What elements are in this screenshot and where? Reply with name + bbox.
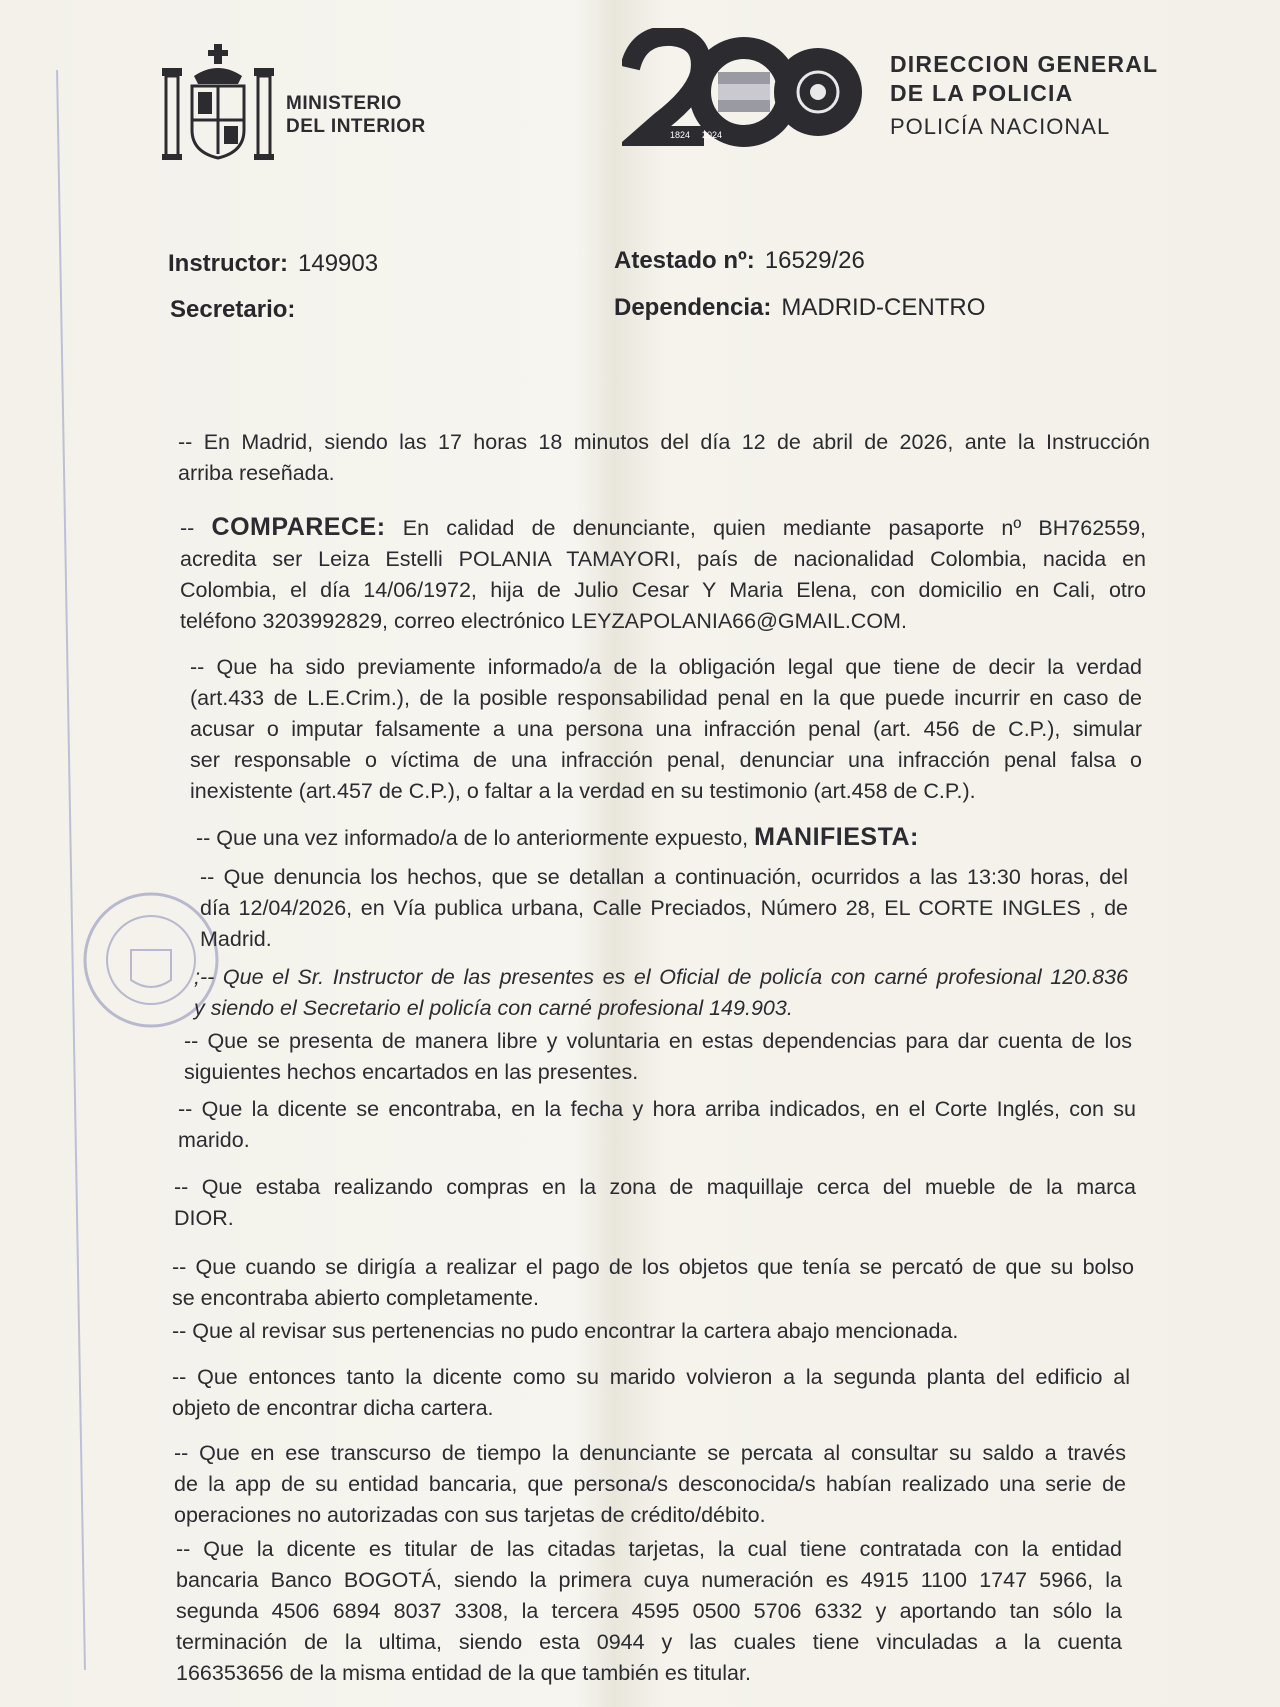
text-line: acredita ser Leiza Estelli POLANIA TAMAYORI, país de nacionalidad Colombia, nacida en [180, 547, 1146, 571]
paragraph-incident [200, 862, 1128, 955]
text-line: se encontraba abierto completamente. [172, 1286, 539, 1310]
text-line: inexistente (art.457 de C.P.), o faltar a la verdad en su testimonio (art.458 de C.P.). [190, 779, 976, 803]
text-line: -- Que se presenta de manera libre y voluntaria en estas dependencias para dar cuenta de los [184, 1029, 1132, 1053]
text-line: marido. [178, 1128, 250, 1152]
police-200-anniversary-logo [622, 28, 862, 154]
text-line: -- Que cuando se dirigía a realizar el pago de los objetos que tenía se percató de que su bolso [172, 1255, 1134, 1279]
text-line: ser responsable o víctima de una infracción penal, denunciar una infracción penal falsa o [190, 748, 1142, 772]
text-line: -- Que en ese transcurso de tiempo la denunciante se percata al consultar su saldo a través [174, 1441, 1126, 1465]
text-line: día 12/04/2026, en Vía publica urbana, Calle Preciados, Número 28, EL CORTE INGLES , de [200, 896, 1128, 920]
text-line: -- Que denuncia los hechos, que se detallan a continuación, ocurridos a las 13:30 horas, del [200, 865, 1128, 889]
text-line: siguientes hechos encartados en las presentes. [184, 1060, 639, 1084]
paragraph-opening [178, 427, 1150, 489]
text-line: (art.433 de L.E.Crim.), de la posible responsabilidad penal en la que puede incurrir en caso de [190, 686, 1142, 710]
org-line2: DE LA POLICIA [890, 80, 1074, 106]
paragraph-return [172, 1362, 1130, 1424]
text-line: ;-- Que el Sr. Instructor de las presentes es el Oficial de policía con carné profesional 120.836 [194, 965, 1128, 989]
ministry-line2: DEL INTERIOR [286, 116, 426, 137]
paragraph-cards [176, 1534, 1122, 1689]
text-line: -- Que entonces tanto la dicente como su marido volvieron a la segunda planta del edificio al [172, 1365, 1130, 1389]
text-line: segunda 4506 6894 8037 3308, la tercera 4595 0500 5706 6332 y aportando tan sólo la [176, 1599, 1122, 1623]
dependencia-value: MADRID-CENTRO [781, 294, 986, 321]
text-line: Colombia, el día 14/06/1972, hija de Julio Cesar Y Maria Elena, con domicilio en Cali, otro [180, 578, 1146, 602]
atestado-field [614, 247, 865, 275]
text-line: arriba reseñada. [178, 461, 335, 485]
dependencia-label: Dependencia: [614, 294, 772, 321]
text-line: DIOR. [174, 1206, 234, 1230]
logo-year-right: 2024 [702, 130, 723, 140]
coat-of-arms-icon [158, 36, 278, 162]
text-line: -- Que una vez informado/a de lo anteriormente expuesto, [196, 826, 749, 850]
manifiesta-keyword: MANIFIESTA: [754, 823, 919, 851]
text-line: Madrid. [200, 927, 272, 951]
instructor-field [168, 250, 378, 278]
text-line: -- En Madrid, siendo las 17 horas 18 minutos del día 12 de abril de 2026, ante la Instrucción [178, 430, 1150, 454]
text-line: -- Que la dicente se encontraba, en la fecha y hora arriba indicados, en el Corte Inglés, con su [178, 1097, 1136, 1121]
paragraph-bag-open [172, 1252, 1134, 1314]
comparece-keyword: COMPARECE: [211, 513, 386, 541]
dependencia-field [614, 294, 985, 322]
text-line: -- Que la dicente es titular de las citadas tarjetas, la cual tiene contratada con la entidad [176, 1537, 1122, 1561]
logo-year-left: 1824 [670, 130, 691, 140]
text-line: -- Que al revisar sus pertenencias no pudo encontrar la cartera abajo mencionada. [172, 1319, 959, 1343]
text-line: objeto de encontrar dicha cartera. [172, 1396, 494, 1420]
instructor-label: Instructor: [168, 250, 288, 277]
paragraph-legal-warning [190, 652, 1142, 807]
instructor-value: 149903 [298, 250, 379, 277]
atestado-label: Atestado nº: [614, 247, 755, 274]
secretario-field [170, 296, 305, 324]
org-line3: POLICÍA NACIONAL [890, 114, 1111, 139]
text-line: -- Que estaba realizando compras en la zona de maquillaje cerca del mueble de la marca [174, 1175, 1136, 1199]
text-line: En calidad de denunciante, quien mediante pasaporte nº BH762559, [402, 516, 1146, 540]
paragraph-shopping [174, 1172, 1136, 1234]
secretario-label: Secretario: [170, 296, 296, 323]
text-line: -- Que ha sido previamente informado/a de la obligación legal que tiene de decir la verdad [190, 655, 1142, 679]
paragraph-wallet-missing [172, 1316, 1134, 1347]
text-line: teléfono 3203992829, correo electrónico LEYZAPOLANIA66@GMAIL.COM. [180, 609, 907, 633]
organization-name [890, 50, 1158, 141]
paragraph-manifiesta [196, 822, 1136, 854]
text-line: de la app de su entidad bancaria, que persona/s desconocida/s habían realizado una serie de [174, 1472, 1126, 1496]
atestado-value: 16529/26 [764, 247, 865, 274]
paragraph-voluntary [184, 1026, 1132, 1088]
paragraph-instructor [194, 962, 1128, 1024]
ministry-name [286, 92, 426, 138]
text-line: acusar o imputar falsamente a una persona una infracción penal (art. 456 de C.P.), simular [190, 717, 1142, 741]
text-line: bancaria Banco BOGOTÁ, siendo la primera cuya numeración es 4915 1100 1747 5966, la [176, 1568, 1122, 1592]
text-line: 166353656 de la misma entidad de la que también es titular. [176, 1661, 751, 1685]
text-line: operaciones no autorizadas con sus tarjetas de crédito/débito. [174, 1503, 766, 1527]
text-line: terminación de la ultima, siendo esta 0944 y las cuales tiene vinculadas a la cuenta [176, 1630, 1122, 1654]
org-line1: DIRECCION GENERAL [890, 51, 1159, 77]
margin-pen-line [56, 70, 89, 1670]
ministry-line1: MINISTERIO [286, 93, 402, 114]
paragraph-bank-app [174, 1438, 1126, 1531]
paragraph-location [178, 1094, 1136, 1156]
paragraph-comparece: -- COMPARECE: En calidad de denunciante, quien mediante pasaporte nº BH762559, acredita ser Leiza Estelli POLANIA TAMAYORI, país de nacionalidad Colombia, nacida en Colombia, el día 14/06/1972, hija de Julio Cesar Y Maria Elena, con domicilio en Cali, otro teléfono 3203992829, correo electrónico LEYZAPOLANIA66@GMAIL.COM. [180, 512, 1146, 637]
text-line: y siendo el Secretario el policía con carné profesional 149.903. [194, 996, 793, 1020]
